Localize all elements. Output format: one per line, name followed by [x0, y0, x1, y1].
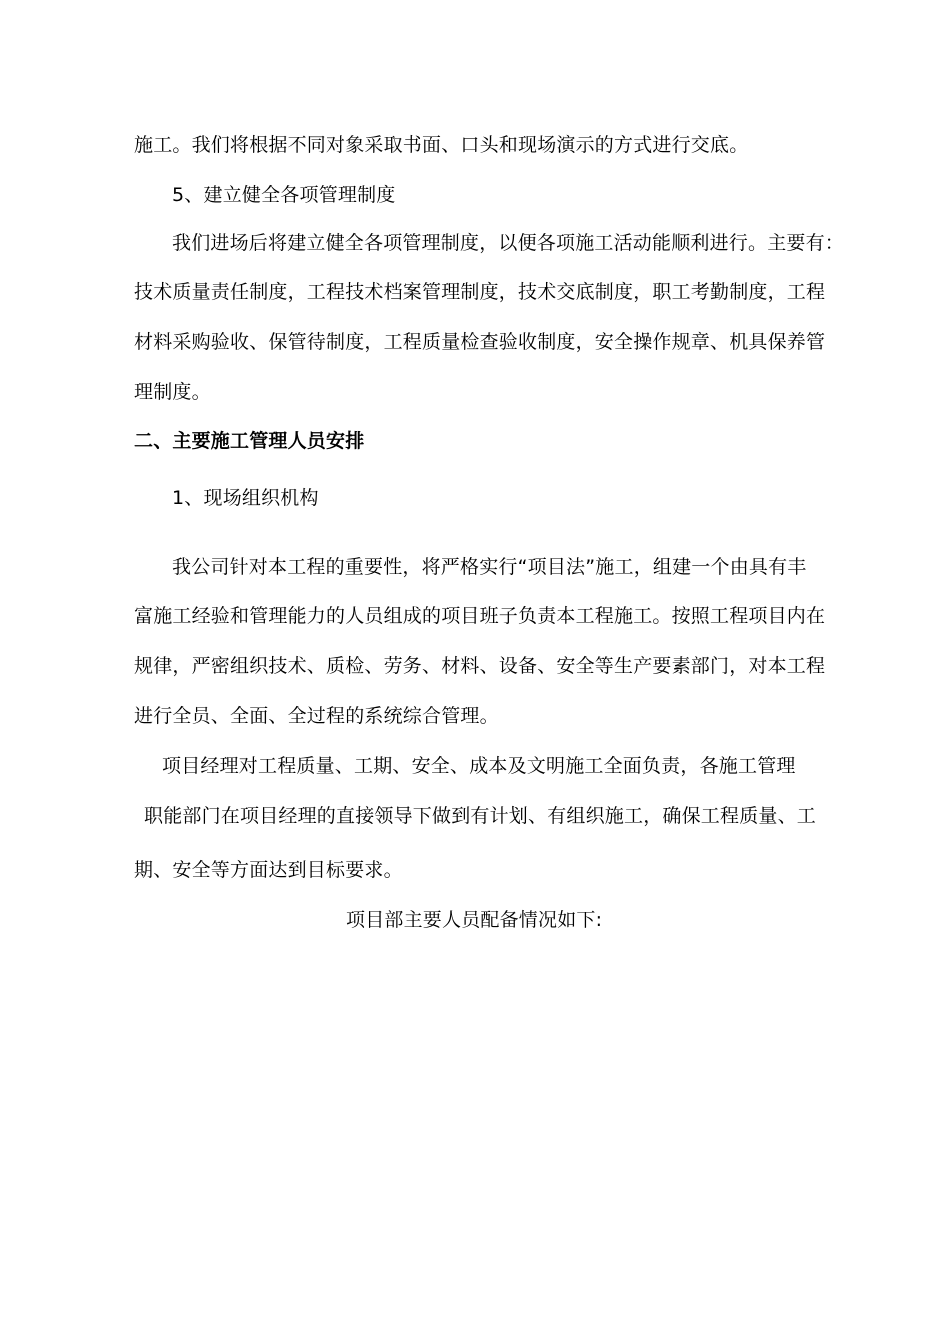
paragraph-line-4: 技术质量责任制度，工程技术档案管理制度，技术交底制度，职工考勤制度，工程 [134, 281, 826, 303]
subheading-management-system: 5、建立健全各项管理制度 [172, 184, 396, 206]
paragraph-line-1: 施工。我们将根据不同对象采取书面、口头和现场演示的方式进行交底。 [134, 134, 749, 156]
paragraph-line-5: 材料采购验收、保管待制度，工程质量检查验收制度，安全操作规章、机具保养管 [134, 331, 826, 353]
paragraph-line-12: 进行全员、全面、全过程的系统综合管理。 [134, 705, 499, 727]
paragraph-line-11: 规律，严密组织技术、质检、劳务、材料、设备、安全等生产要素部门，对本工程 [134, 655, 826, 677]
paragraph-line-9: 我公司针对本工程的重要性，将严格实行“项目法”施工，组建一个由具有丰 [172, 556, 807, 578]
section-heading-personnel: 二、主要施工管理人员安排 [134, 430, 365, 452]
paragraph-line-13: 项目经理对工程质量、工期、安全、成本及文明施工全面负责，各施工管理 [162, 755, 796, 777]
table-caption-staffing: 项目部主要人员配备情况如下: [346, 909, 603, 931]
subheading-site-organization: 1、现场组织机构 [172, 487, 319, 509]
paragraph-line-15: 期、安全等方面达到目标要求。 [134, 859, 403, 881]
paragraph-line-6: 理制度。 [134, 381, 211, 403]
paragraph-line-3: 我们进场后将建立健全各项管理制度，以便各项施工活动能顺利进行。主要有： [172, 232, 845, 254]
paragraph-line-14: 职能部门在项目经理的直接领导下做到有计划、有组织施工，确保工程质量、工 [144, 805, 817, 827]
paragraph-line-10: 富施工经验和管理能力的人员组成的项目班子负责本工程施工。按照工程项目内在 [134, 605, 826, 627]
